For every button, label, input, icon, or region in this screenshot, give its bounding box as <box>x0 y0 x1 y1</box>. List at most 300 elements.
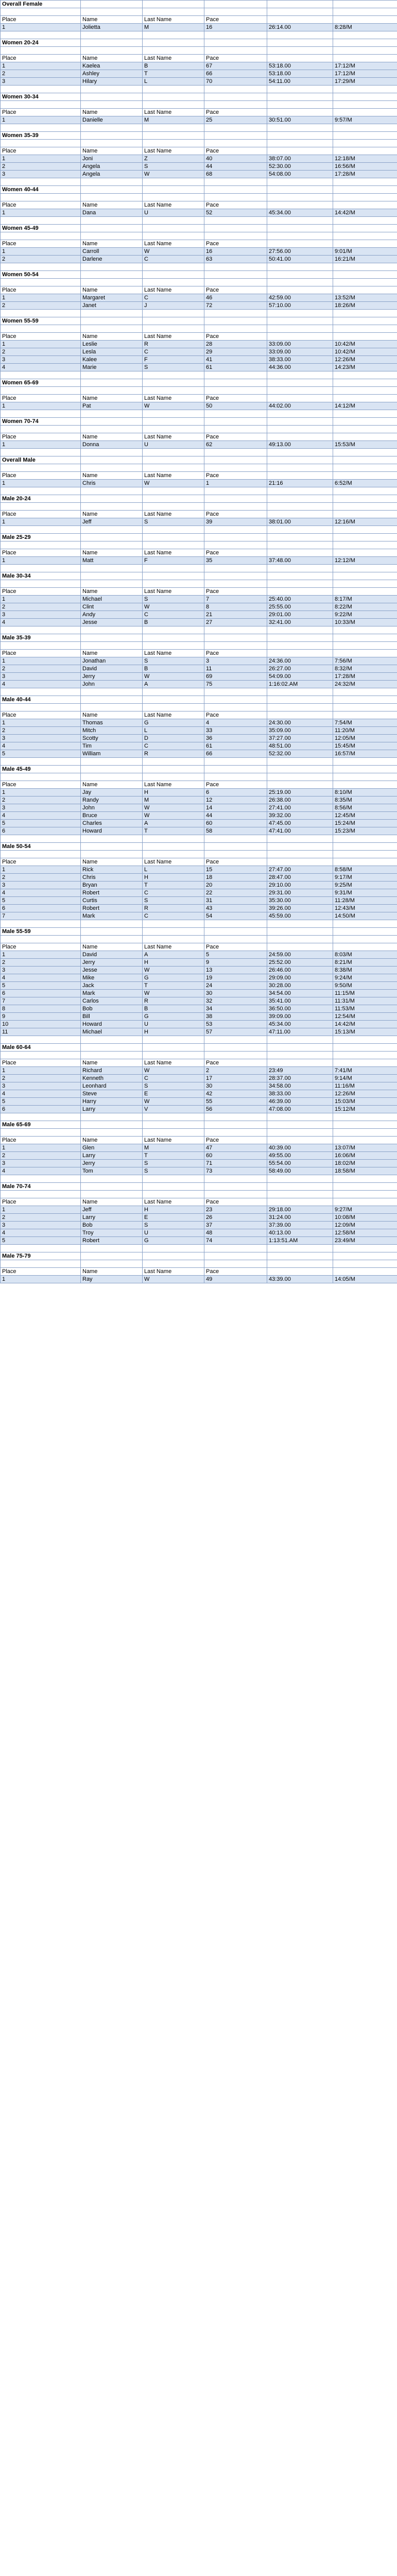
empty-cell <box>143 232 204 240</box>
pace-per-mile-cell: 11:16/M <box>333 1082 397 1090</box>
empty-cell <box>204 271 267 279</box>
column-header-row <box>1 943 397 951</box>
pace-per-mile-cell: 12:16/M <box>333 518 397 526</box>
empty-cell <box>81 132 143 140</box>
column-header: Place <box>1 650 81 657</box>
pace-per-mile-cell: 9:57/M <box>333 116 397 124</box>
name-cell: Donna <box>81 441 143 449</box>
pace-cell: 2 <box>204 1067 267 1075</box>
pace-per-mile-cell: 15:13/M <box>333 1028 397 1036</box>
time-cell: 27:47.00 <box>267 866 333 874</box>
empty-cell <box>267 936 333 943</box>
pace-per-mile-cell: 9:24/M <box>333 974 397 982</box>
empty-cell <box>267 565 333 572</box>
last-name-cell: B <box>143 619 204 626</box>
section-title: Male 75-79 <box>1 1252 81 1260</box>
place-cell: 1 <box>1 480 81 487</box>
empty-cell <box>143 1175 204 1183</box>
pace-per-mile-cell: 11:28/M <box>333 897 397 905</box>
column-header <box>333 588 397 596</box>
column-header: Pace <box>204 511 267 518</box>
empty-cell <box>81 426 143 433</box>
empty-cell <box>1 758 81 766</box>
last-name-cell: J <box>143 302 204 310</box>
place-cell: 4 <box>1 1167 81 1175</box>
empty-cell <box>143 766 204 773</box>
empty-cell <box>333 449 397 456</box>
empty-cell <box>81 928 143 936</box>
pace-cell: 73 <box>204 1167 267 1175</box>
time-cell: 29:01.00 <box>267 611 333 619</box>
column-header <box>267 781 333 789</box>
empty-cell <box>81 456 143 464</box>
place-cell: 1 <box>1 209 81 217</box>
empty-cell <box>81 541 143 549</box>
pace-cell: 16 <box>204 248 267 256</box>
name-cell: Mark <box>81 912 143 920</box>
blank-row <box>1 704 397 711</box>
table-row <box>1 905 397 912</box>
empty-cell <box>143 696 204 704</box>
section-title: Women 50-54 <box>1 271 81 279</box>
empty-cell <box>204 704 267 711</box>
blank-row <box>1 47 397 55</box>
last-name-cell: W <box>143 1098 204 1106</box>
pace-per-mile-cell: 15:03/M <box>333 1098 397 1106</box>
time-cell: 48:51.00 <box>267 742 333 750</box>
empty-cell <box>1 526 81 534</box>
place-cell: 3 <box>1 1160 81 1167</box>
time-cell: 54:09.00 <box>267 673 333 681</box>
name-cell: Jesse <box>81 967 143 974</box>
name-cell: Danielle <box>81 116 143 124</box>
place-cell: 1 <box>1 719 81 727</box>
pace-per-mile-cell: 8:03/M <box>333 951 397 959</box>
column-header <box>333 781 397 789</box>
column-header: Pace <box>204 333 267 341</box>
empty-cell <box>267 766 333 773</box>
empty-cell <box>204 47 267 55</box>
empty-cell <box>143 371 204 379</box>
empty-cell <box>267 140 333 147</box>
name-cell: Troy <box>81 1229 143 1237</box>
empty-cell <box>204 263 267 271</box>
pace-per-mile-cell: 8:21/M <box>333 959 397 967</box>
column-header: Name <box>81 1137 143 1144</box>
section-title: Male 35-39 <box>1 634 81 642</box>
place-cell: 3 <box>1 673 81 681</box>
empty-cell <box>333 503 397 511</box>
column-header <box>333 1137 397 1144</box>
blank-row <box>1 464 397 472</box>
pace-per-mile-cell: 10:33/M <box>333 619 397 626</box>
empty-cell <box>204 371 267 379</box>
pace-cell: 50 <box>204 402 267 410</box>
table-row <box>1 1237 397 1245</box>
empty-cell <box>204 124 267 132</box>
table-row <box>1 1144 397 1152</box>
pace-per-mile-cell: 10:42/M <box>333 341 397 348</box>
column-header: Pace <box>204 1268 267 1276</box>
name-cell: Rick <box>81 866 143 874</box>
empty-cell <box>204 449 267 456</box>
empty-cell <box>333 835 397 843</box>
empty-cell <box>204 132 267 140</box>
empty-cell <box>204 851 267 858</box>
time-cell: 35:41.00 <box>267 997 333 1005</box>
empty-cell <box>1 31 81 39</box>
empty-cell <box>143 217 204 225</box>
column-header <box>267 1198 333 1206</box>
pace-cell: 60 <box>204 1152 267 1160</box>
last-name-cell: B <box>143 62 204 70</box>
place-cell: 4 <box>1 619 81 626</box>
name-cell: William <box>81 750 143 758</box>
time-cell: 34:58.00 <box>267 1082 333 1090</box>
time-cell: 27:41.00 <box>267 804 333 812</box>
name-cell: Thomas <box>81 719 143 727</box>
place-cell: 2 <box>1 665 81 673</box>
last-name-cell: M <box>143 24 204 31</box>
last-name-cell: S <box>143 1222 204 1229</box>
name-cell: Andy <box>81 611 143 619</box>
empty-cell <box>267 178 333 186</box>
empty-cell <box>1 325 81 333</box>
column-header: Name <box>81 286 143 294</box>
table-row <box>1 727 397 735</box>
pace-per-mile-cell: 9:25/M <box>333 882 397 889</box>
column-header: Last Name <box>143 1137 204 1144</box>
name-cell: Ray <box>81 1276 143 1283</box>
results-table <box>0 0 397 1283</box>
time-cell: 25:55.00 <box>267 603 333 611</box>
column-header: Name <box>81 201 143 209</box>
empty-cell <box>267 835 333 843</box>
last-name-cell: W <box>143 673 204 681</box>
time-cell: 29:18.00 <box>267 1206 333 1214</box>
last-name-cell: C <box>143 912 204 920</box>
table-row <box>1 364 397 371</box>
section-title-row <box>1 634 397 642</box>
pace-cell: 35 <box>204 557 267 565</box>
last-name-cell: C <box>143 889 204 897</box>
empty-cell <box>333 843 397 851</box>
pace-per-mile-cell: 8:22/M <box>333 603 397 611</box>
last-name-cell: S <box>143 897 204 905</box>
empty-cell <box>81 8 143 16</box>
table-row <box>1 256 397 263</box>
pace-cell: 1 <box>204 480 267 487</box>
pace-per-mile-cell: 7:54/M <box>333 719 397 727</box>
empty-cell <box>267 534 333 541</box>
section-title: Male 20-24 <box>1 495 81 503</box>
table-row <box>1 611 397 619</box>
empty-cell <box>143 1183 204 1191</box>
empty-cell <box>333 526 397 534</box>
name-cell: Carroll <box>81 248 143 256</box>
empty-cell <box>204 1 267 8</box>
empty-cell <box>204 696 267 704</box>
empty-cell <box>333 456 397 464</box>
empty-cell <box>267 325 333 333</box>
place-cell: 1 <box>1 402 81 410</box>
pace-cell: 42 <box>204 1090 267 1098</box>
empty-cell <box>204 843 267 851</box>
last-name-cell: U <box>143 209 204 217</box>
empty-cell <box>267 263 333 271</box>
empty-cell <box>333 410 397 418</box>
pace-per-mile-cell: 15:24/M <box>333 820 397 827</box>
name-cell: Leonhard <box>81 1082 143 1090</box>
last-name-cell: R <box>143 905 204 912</box>
empty-cell <box>143 495 204 503</box>
pace-cell: 21 <box>204 611 267 619</box>
section-title-row <box>1 1183 397 1191</box>
column-header: Name <box>81 588 143 596</box>
empty-cell <box>267 843 333 851</box>
name-cell: Charles <box>81 820 143 827</box>
section-spacer-row <box>1 1113 397 1121</box>
empty-cell <box>333 572 397 580</box>
table-row <box>1 750 397 758</box>
name-cell: Kalee <box>81 356 143 364</box>
column-header <box>333 109 397 116</box>
empty-cell <box>204 634 267 642</box>
table-row <box>1 62 397 70</box>
place-cell: 2 <box>1 256 81 263</box>
column-header <box>333 433 397 441</box>
empty-cell <box>1 1036 81 1044</box>
column-header <box>267 588 333 596</box>
name-cell: Mark <box>81 990 143 997</box>
column-header: Last Name <box>143 711 204 719</box>
place-cell: 2 <box>1 727 81 735</box>
last-name-cell: S <box>143 1082 204 1090</box>
empty-cell <box>267 526 333 534</box>
empty-cell <box>1 580 81 588</box>
pace-per-mile-cell: 14:05/M <box>333 1276 397 1283</box>
place-cell: 3 <box>1 78 81 86</box>
empty-cell <box>1 426 81 433</box>
empty-cell <box>267 634 333 642</box>
pace-per-mile-cell: 12:45/M <box>333 812 397 820</box>
time-cell: 53:18.00 <box>267 62 333 70</box>
column-header <box>267 650 333 657</box>
empty-cell <box>267 503 333 511</box>
time-cell: 24:36.00 <box>267 657 333 665</box>
empty-cell <box>81 835 143 843</box>
empty-cell <box>81 371 143 379</box>
last-name-cell: W <box>143 248 204 256</box>
column-header: Last Name <box>143 943 204 951</box>
empty-cell <box>267 271 333 279</box>
pace-per-mile-cell: 8:32/M <box>333 665 397 673</box>
column-header-row <box>1 472 397 480</box>
empty-cell <box>81 572 143 580</box>
empty-cell <box>267 456 333 464</box>
empty-cell <box>1 217 81 225</box>
pace-cell: 4 <box>204 719 267 727</box>
name-cell: Jay <box>81 789 143 796</box>
empty-cell <box>204 526 267 534</box>
pace-cell: 34 <box>204 1005 267 1013</box>
empty-cell <box>333 194 397 201</box>
table-row <box>1 1090 397 1098</box>
table-row <box>1 1098 397 1106</box>
empty-cell <box>204 1252 267 1260</box>
name-cell: Matt <box>81 557 143 565</box>
time-cell: 38:07.00 <box>267 155 333 163</box>
pace-cell: 25 <box>204 116 267 124</box>
pace-per-mile-cell: 9:50/M <box>333 982 397 990</box>
time-cell: 34:54.00 <box>267 990 333 997</box>
last-name-cell: T <box>143 827 204 835</box>
section-title-row <box>1 225 397 232</box>
empty-cell <box>143 487 204 495</box>
pace-per-mile-cell: 11:53/M <box>333 1005 397 1013</box>
column-header: Last Name <box>143 395 204 402</box>
empty-cell <box>143 541 204 549</box>
column-header <box>333 1198 397 1206</box>
pace-per-mile-cell: 15:23/M <box>333 827 397 835</box>
column-header <box>267 472 333 480</box>
last-name-cell: Z <box>143 155 204 163</box>
empty-cell <box>81 271 143 279</box>
place-cell: 2 <box>1 603 81 611</box>
last-name-cell: B <box>143 1005 204 1013</box>
empty-cell <box>204 766 267 773</box>
column-header: Last Name <box>143 549 204 557</box>
last-name-cell: G <box>143 1237 204 1245</box>
name-cell: Carlos <box>81 997 143 1005</box>
empty-cell <box>81 773 143 781</box>
pace-cell: 31 <box>204 897 267 905</box>
empty-cell <box>204 920 267 928</box>
last-name-cell: S <box>143 163 204 171</box>
name-cell: John <box>81 804 143 812</box>
last-name-cell: W <box>143 603 204 611</box>
empty-cell <box>267 1113 333 1121</box>
table-row <box>1 78 397 86</box>
column-header <box>333 549 397 557</box>
section-title-row <box>1 456 397 464</box>
empty-cell <box>81 194 143 201</box>
place-cell: 5 <box>1 750 81 758</box>
place-cell: 10 <box>1 1021 81 1028</box>
name-cell: Marie <box>81 364 143 371</box>
table-row <box>1 1152 397 1160</box>
blank-row <box>1 279 397 286</box>
name-cell: David <box>81 665 143 673</box>
table-row <box>1 1229 397 1237</box>
empty-cell <box>143 86 204 93</box>
empty-cell <box>267 464 333 472</box>
last-name-cell: W <box>143 990 204 997</box>
empty-cell <box>333 1121 397 1129</box>
pace-cell: 55 <box>204 1098 267 1106</box>
column-header: Last Name <box>143 147 204 155</box>
pace-cell: 56 <box>204 1106 267 1113</box>
name-cell: David <box>81 951 143 959</box>
empty-cell <box>204 217 267 225</box>
empty-cell <box>81 31 143 39</box>
pace-per-mile-cell: 10:08/M <box>333 1214 397 1222</box>
time-cell: 44:36.00 <box>267 364 333 371</box>
empty-cell <box>143 572 204 580</box>
empty-cell <box>204 31 267 39</box>
table-row <box>1 804 397 812</box>
pace-per-mile-cell: 8:38/M <box>333 967 397 974</box>
empty-cell <box>81 1260 143 1268</box>
column-header: Name <box>81 650 143 657</box>
section-spacer-row <box>1 371 397 379</box>
place-cell: 2 <box>1 796 81 804</box>
place-cell: 1 <box>1 557 81 565</box>
empty-cell <box>267 1260 333 1268</box>
place-cell: 4 <box>1 1090 81 1098</box>
blank-row <box>1 503 397 511</box>
last-name-cell: T <box>143 70 204 78</box>
time-cell: 36:50.00 <box>267 1005 333 1013</box>
last-name-cell: C <box>143 742 204 750</box>
column-header-row <box>1 1059 397 1067</box>
last-name-cell: S <box>143 596 204 603</box>
empty-cell <box>81 217 143 225</box>
name-cell: Tom <box>81 1167 143 1175</box>
pace-cell: 63 <box>204 256 267 263</box>
column-header-row <box>1 395 397 402</box>
time-cell: 26:38.00 <box>267 796 333 804</box>
pace-cell: 8 <box>204 603 267 611</box>
name-cell: Michael <box>81 596 143 603</box>
table-row <box>1 951 397 959</box>
empty-cell <box>333 47 397 55</box>
empty-cell <box>81 626 143 634</box>
name-cell: Robert <box>81 889 143 897</box>
empty-cell <box>1 1052 81 1059</box>
empty-cell <box>267 851 333 858</box>
last-name-cell: H <box>143 1206 204 1214</box>
table-row <box>1 596 397 603</box>
time-cell: 32:41.00 <box>267 619 333 626</box>
empty-cell <box>333 1036 397 1044</box>
empty-cell <box>81 1183 143 1191</box>
empty-cell <box>143 936 204 943</box>
pace-per-mile-cell: 17:12/M <box>333 62 397 70</box>
pace-cell: 62 <box>204 441 267 449</box>
column-header-row <box>1 109 397 116</box>
empty-cell <box>204 1129 267 1137</box>
table-row <box>1 1167 397 1175</box>
empty-cell <box>143 704 204 711</box>
empty-cell <box>81 86 143 93</box>
column-header: Last Name <box>143 333 204 341</box>
empty-cell <box>81 936 143 943</box>
section-spacer-row <box>1 217 397 225</box>
table-row <box>1 897 397 905</box>
empty-cell <box>1 1129 81 1137</box>
pace-per-mile-cell: 18:26/M <box>333 302 397 310</box>
place-cell: 1 <box>1 294 81 302</box>
column-header <box>333 1268 397 1276</box>
table-row <box>1 990 397 997</box>
empty-cell <box>204 1191 267 1198</box>
section-spacer-row <box>1 758 397 766</box>
empty-cell <box>204 503 267 511</box>
empty-cell <box>143 263 204 271</box>
column-header: Pace <box>204 1198 267 1206</box>
empty-cell <box>1 688 81 696</box>
